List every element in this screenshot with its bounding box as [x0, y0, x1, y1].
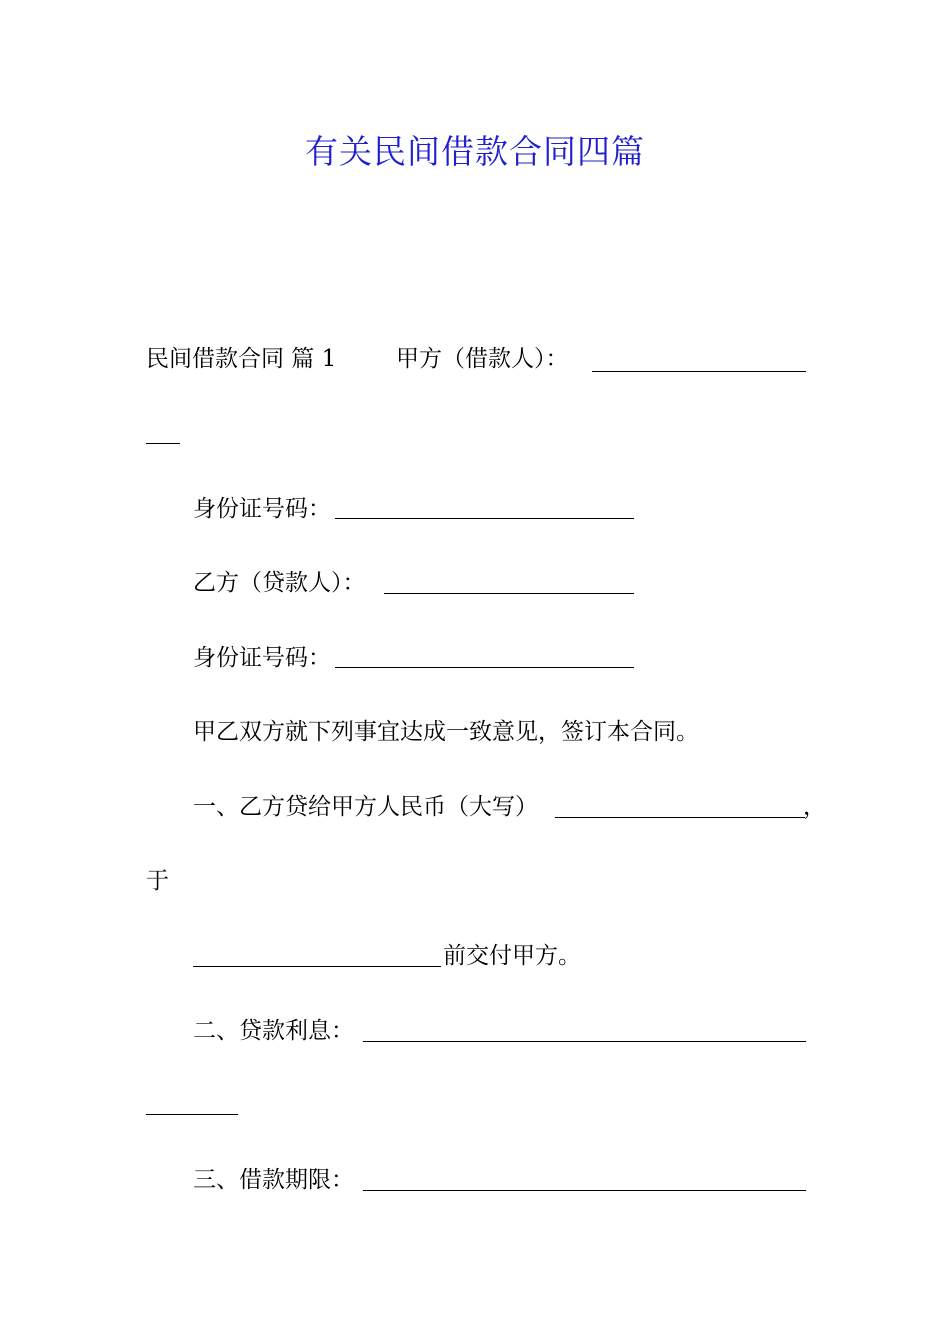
payment-suffix: 前交付甲方。 — [443, 943, 581, 969]
loan-term-blank[interactable] — [363, 1190, 806, 1191]
party-a-name-blank-continued[interactable] — [146, 443, 180, 444]
party-a-label: 甲方（借款人）： — [396, 346, 569, 372]
document-title: 有关民间借款合同四篇 — [305, 132, 645, 171]
party-b-name-blank[interactable] — [384, 593, 634, 594]
id-a-label: 身份证号码： — [193, 496, 331, 522]
loan-amount-blank[interactable] — [555, 817, 805, 818]
heading-line — [146, 344, 846, 374]
id-b-label: 身份证号码： — [193, 645, 331, 671]
loan-interest-blank-continued[interactable] — [146, 1114, 238, 1115]
clause-1-comma: ， — [803, 794, 826, 820]
loan-interest-blank[interactable] — [363, 1041, 806, 1042]
payment-date-blank[interactable] — [193, 966, 441, 967]
party-b-label: 乙方（贷款人）： — [193, 570, 366, 596]
party-a-name-blank[interactable] — [592, 371, 806, 372]
clause-1-continued: 于 — [146, 868, 169, 894]
agreement-text: 甲乙双方就下列事宜达成一致意见，签订本合同。 — [193, 719, 699, 745]
contract-heading: 民间借款合同 篇 1 — [146, 346, 337, 372]
clause-2-text: 二、贷款利息： — [193, 1018, 354, 1044]
clause-1-text: 一、乙方贷给甲方人民币（大写） — [193, 794, 538, 820]
clause-3-text: 三、借款期限： — [193, 1167, 354, 1193]
id-b-blank[interactable] — [335, 667, 634, 668]
id-a-blank[interactable] — [335, 518, 634, 519]
